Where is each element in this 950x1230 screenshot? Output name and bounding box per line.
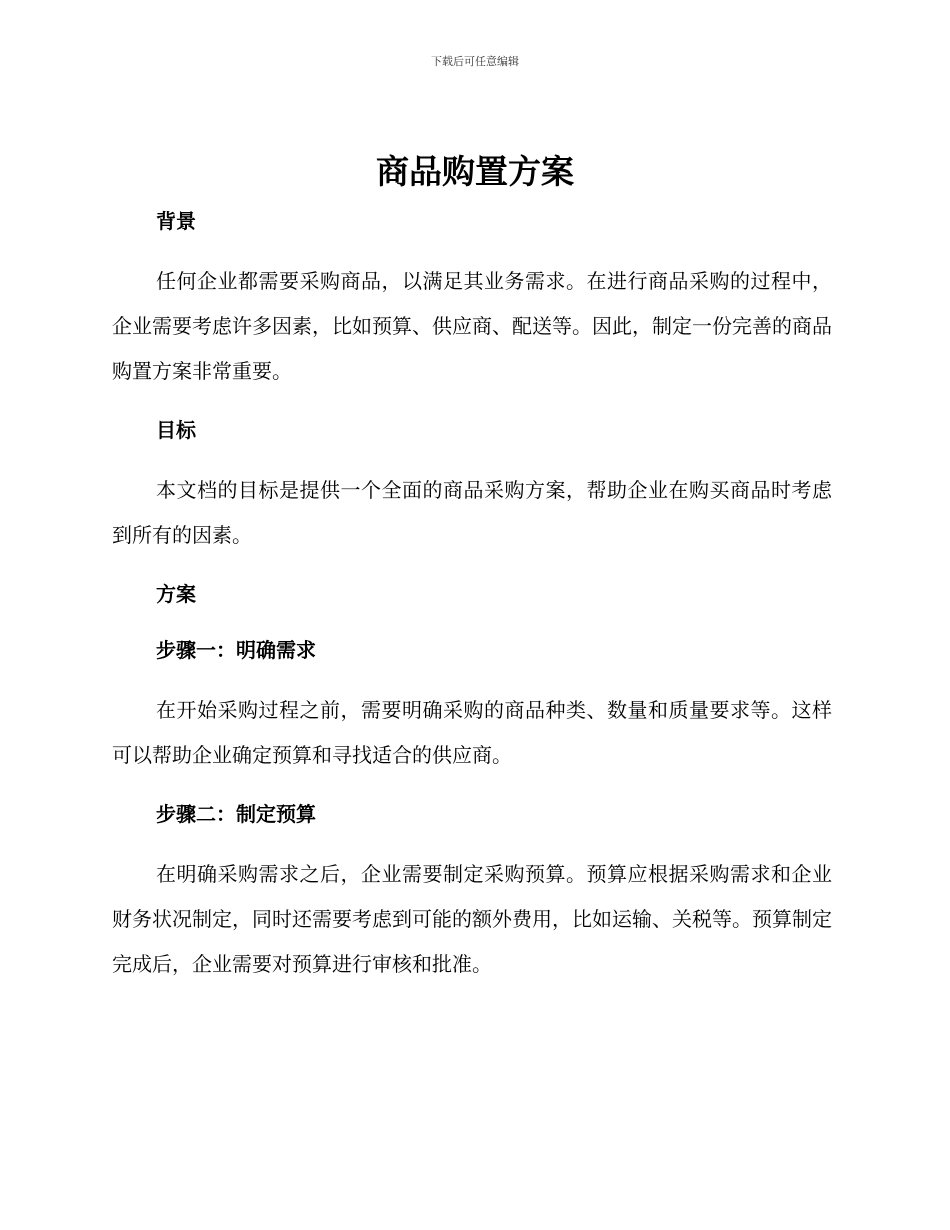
section-body-step2: 在明确采购需求之后，企业需要制定采购预算。预算应根据采购需求和企业财务状况制定，同时还需要考虑到可能的额外费用，比如运输、关税等。预算制定完成后，企业需要对预算进行审核和批准。	[112, 862, 832, 976]
section-heading-step1: 步骤一：明确需求	[156, 638, 316, 662]
section-plan	[112, 576, 832, 632]
section-heading-background: 背景	[156, 209, 196, 233]
section-body-step1: 在开始采购过程之前，需要明确采购的商品种类、数量和质量要求等。这样可以帮助企业确定预算和寻找适合的供应商。	[112, 698, 832, 767]
section-step1	[112, 632, 832, 796]
section-goal	[112, 412, 832, 576]
document-title: 商品购置方案	[376, 152, 574, 191]
document-body	[112, 203, 832, 987]
section-step2	[112, 796, 832, 987]
section-heading-step2: 步骤二：制定预算	[156, 802, 316, 826]
section-heading-goal: 目标	[156, 418, 196, 442]
header-note: 下载后可任意编辑	[431, 55, 519, 68]
section-heading-plan: 方案	[156, 582, 196, 606]
section-body-goal: 本文档的目标是提供一个全面的商品采购方案，帮助企业在购买商品时考虑到所有的因素。	[112, 478, 832, 547]
section-body-background: 任何企业都需要采购商品，以满足其业务需求。在进行商品采购的过程中，企业需要考虑许多因素，比如预算、供应商、配送等。因此，制定一份完善的商品购置方案非常重要。	[112, 269, 832, 383]
section-background	[112, 203, 832, 412]
